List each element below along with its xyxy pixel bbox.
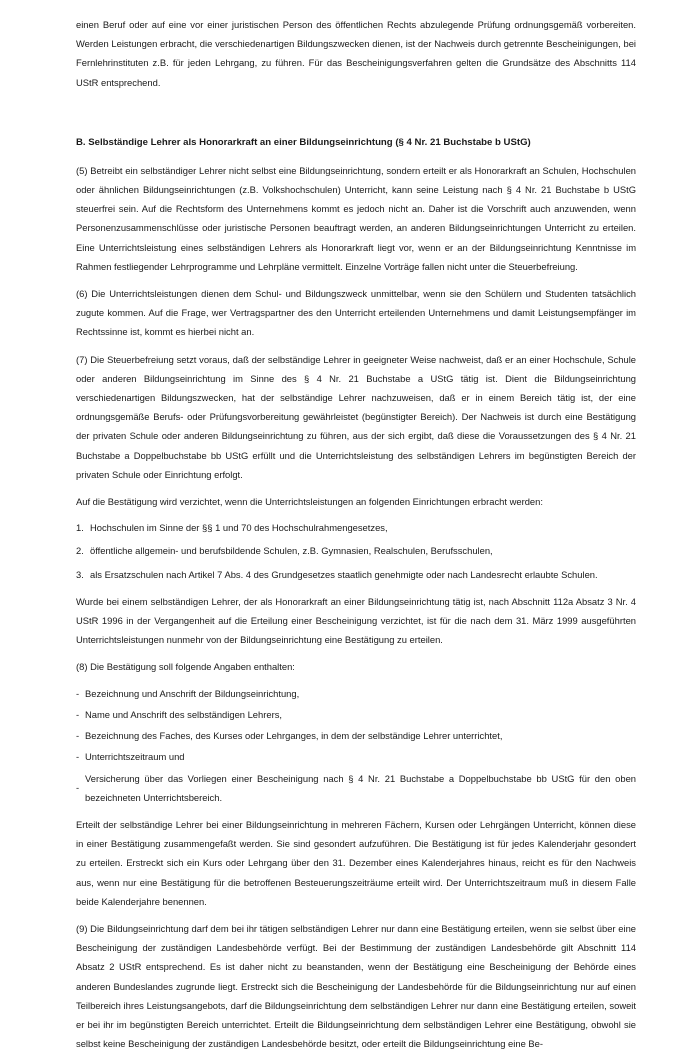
list-item-text: Unterrichtszeitraum und [85, 751, 185, 763]
paragraph-7: (7) Die Steuerbefreiung setzt voraus, daß der selbständige Lehrer in geeigneter Weise nachweist, daß er an einer Hochschule, Schule oder anderen Bildungseinrichtung im Sinne des § 4 Nr. 21 Buchstabe a UStG tätig ist. Dient die Bildungseinrichtung verschiedenartigen Bildungszwecken, hat der selbständige Lehrer nachzuweisen, daß er in einem Bereich tätig ist, der eine ordnungsgemäße Berufs- oder Prüfungsvorbereitung gewährleistet (begünstigter Bereich). Der Nachweis ist durch eine Bestätigung der privaten Schule oder anderen Bildungseinrichtung zu führen, aus der sich ergibt, daß diese die Voraussetzungen des § 4 Nr. 21 Buchstabe a Doppelbuchstabe bb UStG erfüllt und die Unterrichtsleistung des selbständigen Lehrers im begünstigten Bereich der privaten Schule oder Einrichtung erfolgt. [76, 353, 636, 480]
list-item-text: als Ersatzschulen nach Artikel 7 Abs. 4 des Grundgesetzes staatlich genehmigte oder nach Landesrecht erlaubte Schulen. [90, 568, 598, 580]
list-item-text: Bezeichnung und Anschrift der Bildungseinrichtung, [85, 687, 300, 699]
list-item [76, 684, 636, 703]
list-item-text: Name und Anschrift des selbständigen Lehrers, [85, 708, 282, 720]
list-item-number: 3. [76, 568, 84, 580]
details-list [76, 684, 636, 807]
list-item-number: 1. [76, 522, 84, 534]
list-item [76, 769, 636, 807]
list-item-text: Hochschulen im Sinne der §§ 1 und 70 des Hochschulrahmengesetzes, [90, 522, 388, 534]
dash-bullet: - [76, 730, 80, 742]
dash-bullet: - [76, 751, 80, 763]
waiver-list [76, 518, 636, 584]
list-item [76, 518, 636, 537]
paragraph-multiple-courses: Erteilt der selbständige Lehrer bei einer Bildungseinrichtung in mehreren Fächern, Kursen oder Lehrgängen Unterricht, können diese in einer Bestätigung zusammengefaßt werden. Sie sind gesondert aufzuführen. Die Bestätigung ist für jedes Kalenderjahr gesondert zu erteilen. Erstreckt sich ein Kurs oder Lehrgang über den 31. Dezember eines Kalenderjahres hinaus, reicht es für den Nachweis aus, wenn nur eine Bestätigung für die betroffenen Besteuerungszeiträume erteilt wird. Der Unterrichtszeitraum muß in diesem Falle beide Kalenderjahre benennen. [76, 818, 636, 907]
dash-bullet: - [76, 687, 80, 699]
list-item-text: Versicherung über das Vorliegen einer Bescheinigung nach § 4 Nr. 21 Buchstabe a Doppelbuchstabe bb UStG für den oben bezeichneten Unterrichtsbereich. [85, 772, 636, 803]
paragraph-ustr-1996: Wurde bei einem selbständigen Lehrer, der als Honorarkraft an einer Bildungseinrichtung tätig ist, nach Abschnitt 112a Absatz 3 Nr. 4 UStR 1996 in der Vergangenheit auf die Erteilung einer Bescheinigung verzichtet, ist für die nach dem 31. März 1999 ausgeführten Unterrichtsleistungen nunmehr von der Bildungseinrichtung eine Bestätigung zu erteilen. [76, 595, 636, 646]
intro-paragraph: einen Beruf oder auf eine vor einer juristischen Person des öffentlichen Rechts abzulegende Prüfung ordnungsgemäß vorbereiten. Werden Leistungen erbracht, die verschiedenartigen Bildungszwecken dienen, ist der Nachweis durch getrennte Bescheinigungen, bei Fernlehrinstituten z.B. für jeden Lehrgang, zu führen. Für das Bescheinigungsverfahren gelten die Grundsätze des Abschnitts 114 UStR entsprechend. [76, 19, 636, 88]
list-item-number: 2. [76, 545, 84, 557]
paragraph-8: (8) Die Bestätigung soll folgende Angaben enthalten: [76, 661, 295, 673]
dash-bullet: - [76, 782, 80, 794]
paragraph-9: (9) Die Bildungseinrichtung darf dem bei ihr tätigen selbständigen Lehrer nur dann eine Bestätigung erteilen, wenn sie selbst über eine Bescheinigung der zuständigen Landesbehörde verfügt. Bei der Bestimmung der zuständigen Landesbehörde gilt Abschnitt 114 Absatz 2 UStR entsprechend. Es ist daher nicht zu beanstanden, wenn der Bestätigung eine Bescheinigung der Behörde eines anderen Bundeslandes zugrunde liegt. Erstreckt sich die Bescheinigung der Landesbehörde für die Bildungseinrichtung nur auf einen Teilbereich ihres Leistungsangebots, darf die Bildungseinrichtung dem selbständigen Lehrer nur dann eine Bestätigung erteilen, soweit er bei ihr im begünstigten Bereich unterrichtet. Erteilt die Bildungseinrichtung dem selbständigen Lehrer eine Bestätigung, obwohl sie selbst keine Bescheinigung der zuständigen Landesbehörde besitzt, oder erteilt die Bildungseinrichtung eine Be- [76, 922, 636, 1050]
list-item [76, 705, 636, 724]
list-item-text: Bezeichnung des Faches, des Kurses oder Lehrganges, in dem der selbständige Lehrer unterrichtet, [85, 730, 503, 742]
paragraph-5: (5) Betreibt ein selbständiger Lehrer nicht selbst eine Bildungseinrichtung, sondern erteilt er als Honorarkraft an Schulen, Hochschulen oder ähnlichen Bildungseinrichtungen (z.B. Volkshochschulen) Unterricht, kann seine Leistung nach § 4 Nr. 21 Buchstabe b UStG steuerfrei sein. Auf die Rechtsform des Unternehmens kommt es jedoch nicht an. Daher ist die Vorschrift auch anzuwenden, wenn Personenzusammenschlüsse oder juristische Personen beauftragt werden, an anderen Bildungseinrichtungen Unterricht zu erteilen. Eine Unterrichtsleistung eines selbständigen Lehrers als Honorarkraft liegt vor, wenn er an der Bildungseinrichtung Kenntnisse im Rahmen festliegender Lehrprogramme und Lehrpläne vermittelt. Einzelne Vorträge fallen nicht unter die Steuerbefreiung. [76, 164, 636, 272]
section-heading: B. Selbständige Lehrer als Honorarkraft an einer Bildungseinrichtung (§ 4 Nr. 21 Buchstabe b UStG) [76, 136, 531, 148]
list-item [76, 726, 636, 745]
list-item [76, 747, 636, 766]
list-item [76, 541, 636, 560]
list-item [76, 565, 636, 584]
waiver-intro-paragraph: Auf die Bestätigung wird verzichtet, wenn die Unterrichtsleistungen an folgenden Einrichtungen erbracht werden: [76, 496, 543, 508]
paragraph-6: (6) Die Unterrichtsleistungen dienen dem Schul- und Bildungszweck unmittelbar, wenn sie den Schülern und Studenten tatsächlich zugute kommen. Auf die Frage, wer Vertragspartner des den Unterricht erteilenden Unternehmens und damit Leistungsempfänger im Rechtssinne ist, kommt es hierbei nicht an. [76, 288, 636, 338]
dash-bullet: - [76, 708, 80, 720]
list-item-text: öffentliche allgemein- und berufsbildende Schulen, z.B. Gymnasien, Realschulen, Berufsschulen, [90, 545, 493, 557]
